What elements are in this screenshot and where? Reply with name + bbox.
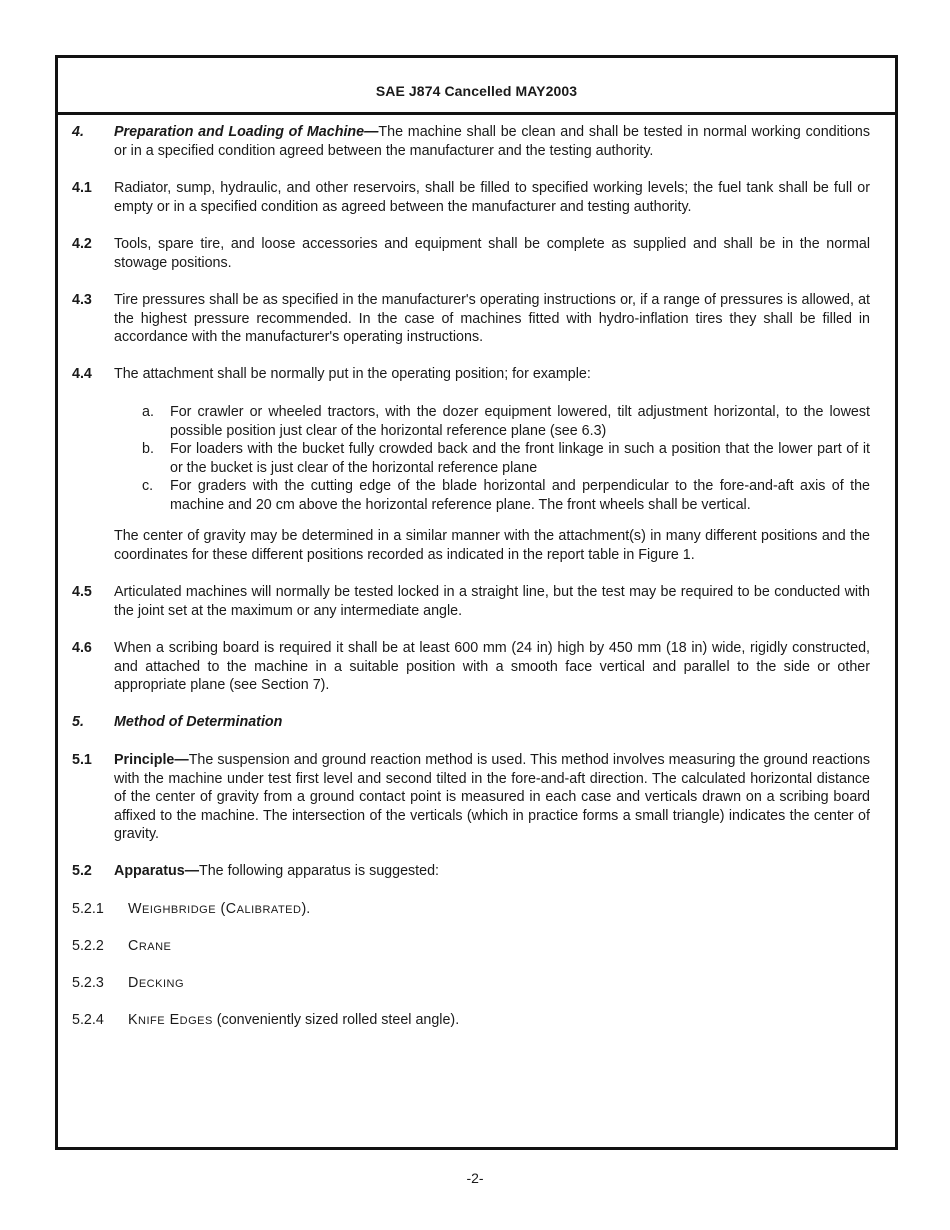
section-text: Tire pressures shall be as specified in the manufacturer's operating instructions or, if a range of pressures is allowed, at the highest pressure recommended. In the case of machines fitted with hydro-inflation tires they shall be filled in accordance with the manufacturer's operating instructions. [114,292,870,346]
list-text: For crawler or wheeled tractors, with the dozer equipment lowered, tilt adjustment horizontal, to the lowest possible position just clear of the horizontal reference plane (see 6.3) [170,404,870,439]
section-5-2 [72,862,870,881]
small-caps-term: CRANE [128,938,172,954]
list-label: c. [142,478,154,494]
list-text: For graders with the cutting edge of the blade horizontal and perpendicular to the fore-and-aft axis of the machine and 20 cm above the horizontal reference plane. The front wheels shall be vertical. [170,478,870,513]
section-5-2-2 [72,937,870,957]
section-number: 4. [72,124,84,140]
document-frame [55,55,898,1150]
section-number: 4.6 [72,640,92,656]
section-number: 4.1 [72,180,92,196]
section-text: Articulated machines will normally be tested locked in a straight line, but the test may be required to be conducted with the joint set at the maximum or any intermediate angle. [114,584,870,619]
section-5-1 [72,751,870,844]
section-text: The following apparatus is suggested: [199,863,440,879]
section-5 [72,713,870,732]
section-number: 4.2 [72,236,92,252]
section-number: 5.2.4 [72,1012,104,1028]
list-item-b [72,440,870,477]
list-label: b. [142,441,154,457]
section-text: When a scribing board is required it shall be at least 600 mm (24 in) high by 450 mm (18 in) wide, rigidly constructed, and attached to the machine in a suitable position with a smooth face vertical and parallel to the side or other appropriate plane (see Section 7). [114,640,870,694]
small-caps-term: DECKING [128,975,185,991]
section-number: 5.2 [72,863,92,879]
section-title: Principle— [114,752,189,768]
section-5-2-3 [72,974,870,994]
section-number: 5.1 [72,752,92,768]
small-caps-term: WEIGHBRIDGE (CALIBRATED [128,901,302,917]
section-number: 4.4 [72,366,92,382]
list-text: For loaders with the bucket fully crowded back and the front linkage in such a position that the lower part of it or the bucket is just clear of the horizontal reference plane [170,441,870,476]
section-5-2-4: 5.2.4 KNIFE EDGES (conveniently sized rolled steel angle). [72,1012,460,1028]
section-text: The center of gravity may be determined in a similar manner with the attachment(s) in many different positions and the coordinates for these different positions recorded as indicated in the report table in Figure 1. [114,528,870,563]
section-number: 4.3 [72,292,92,308]
section-4-4 [72,365,870,384]
section-number: 5.2.3 [72,975,104,991]
section-text: Radiator, sump, hydraulic, and other reservoirs, shall be filled to specified working levels; the fuel tank shall be full or empty or in a specified condition as agreed between the manufacturer and testing authority. [114,180,870,215]
section-number: 4.5 [72,584,92,600]
section-4 [72,123,870,160]
section-4-5 [72,583,870,620]
list-label: a. [142,404,154,420]
section-title: Apparatus— [114,863,199,879]
section-4-1 [72,179,870,216]
section-number: 5. [72,714,84,730]
section-5-2-1: 5.2.1 WEIGHBRIDGE (CALIBRATED). [72,901,311,917]
section-text: The attachment shall be normally put in the operating position; for example: [114,366,591,382]
list-item-a [72,403,870,440]
section-4-4-note [72,527,870,564]
section-4-3 [72,291,870,347]
document-title: SAE J874 Cancelled MAY2003 [375,83,578,99]
page-number: -2- [466,1170,484,1186]
small-caps-term: KNIFE EDGES [128,1012,213,1028]
section-4-2 [72,235,870,272]
section-number: 5.2.1 [72,901,104,917]
list-item-c [72,477,870,514]
document-header [58,58,895,115]
section-number: 5.2.2 [72,938,104,954]
section-text: The machine shall be clean and shall be tested in normal working conditions or in a specified condition agreed between the manufacturer and the testing authority. [114,124,870,159]
section-title: Method of Determination [114,714,283,730]
section-text: The suspension and ground reaction method is used. This method involves measuring the ground reactions with the machine under test first level and second tilted in the fore-and-aft direction. The calculated horizontal distance of the center of gravity from a ground contact point is measured in each case and verticals drawn on a scribing board affixed to the machine. The intersection of the verticals (which in practice forms a small triangle) indicates the center of gravity. [114,752,870,843]
section-title: Preparation and Loading of Machine— [114,124,379,140]
section-4-6 [72,639,870,695]
section-text: Tools, spare tire, and loose accessories and equipment shall be complete as supplied and shall be in the normal stowage positions. [114,236,870,271]
